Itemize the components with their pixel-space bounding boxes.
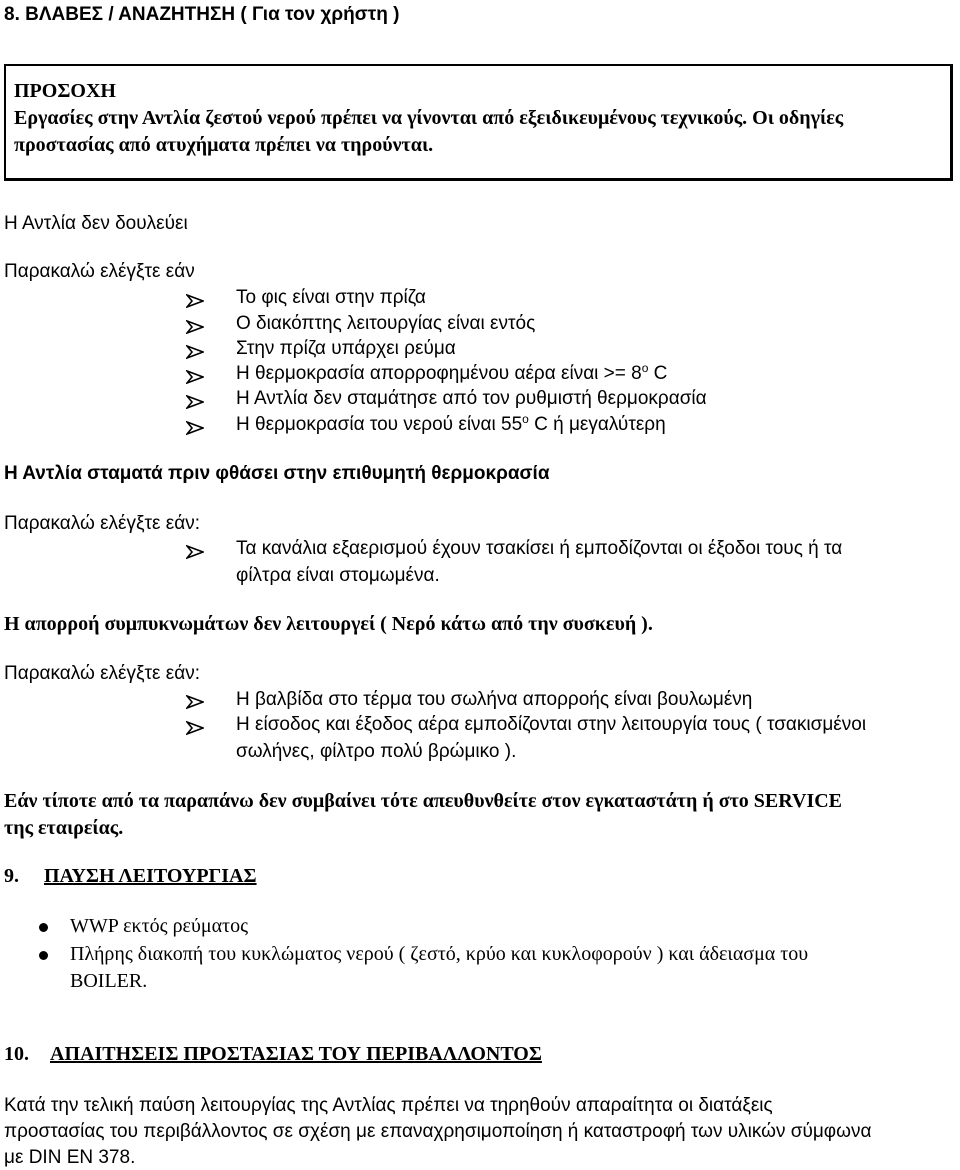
fault-1-item: Το φις είναι στην πρίζα bbox=[236, 287, 426, 308]
degree-superscript: ο bbox=[641, 361, 649, 375]
fault-1-item-unit: C ή μεγαλύτερη bbox=[528, 414, 666, 435]
section-9-number: 9. bbox=[4, 865, 19, 887]
fault-2-item-line-2: φίλτρα είναι στομωμένα. bbox=[236, 565, 440, 586]
fault-1-check-label: Παρακαλώ ελέγξτε εάν bbox=[4, 261, 195, 282]
section-9-bullet-1: WWP εκτός ρεύματος bbox=[70, 915, 249, 937]
section-9-bullet-2-line-2: BOILER. bbox=[70, 970, 148, 992]
fault-1-item: Ο διακόπτης λειτουργίας είναι εντός bbox=[236, 313, 536, 334]
arrow-bullet-icon bbox=[186, 395, 204, 409]
arrow-bullet-icon bbox=[186, 294, 204, 308]
fault-3-title: Η απορροή συμπυκνωμάτων δεν λειτουργεί ( Νερό κάτω από την συσκευή ). bbox=[4, 613, 653, 635]
arrow-bullet-icon bbox=[186, 695, 204, 709]
degree-superscript: ο bbox=[522, 412, 529, 426]
service-note-line-2: της εταιρείας. bbox=[4, 817, 124, 839]
fault-1-item-text: Η θερμοκρασία απορροφημένου αέρα είναι >= 8 bbox=[236, 363, 642, 384]
notice-title: ΠΡΟΣΟΧΗ bbox=[14, 80, 116, 102]
section-10-heading: ΑΠΑΙΤΗΣΕΙΣ ΠΡΟΣΤΑΣΙΑΣ ΤΟΥ ΠΕΡΙΒΑΛΛΟΝΤΟΣ bbox=[50, 1043, 542, 1065]
section-8-heading: 8. ΒΛΑΒΕΣ / ΑΝΑΖΗΤΗΣΗ ( Για τον χρήστη ) bbox=[4, 4, 400, 25]
notice-line-1: Εργασίες στην Αντλία ζεστού νερού πρέπει να γίνονται από εξειδικευμένους τεχνικούς. Οι οδηγίες bbox=[14, 107, 844, 129]
bullet-dot-icon bbox=[39, 923, 48, 932]
arrow-bullet-icon bbox=[186, 545, 204, 559]
section-10-paragraph-line-2: προστασίας του περιβάλλοντος σε σχέση με επαναχρησιμοποίηση ή καταστροφή των υλικών σύμφωνα bbox=[4, 1121, 872, 1142]
fault-1-item-temperature bbox=[236, 363, 667, 385]
section-9-bullet-2-line-1: Πλήρης διακοπή του κυκλώματος νερού ( ζεστό, κρύο και κυκλοφορούν ) και άδειασμα του bbox=[70, 943, 809, 965]
fault-1-title: Η Αντλία δεν δουλεύει bbox=[4, 213, 188, 234]
bullet-dot-icon bbox=[39, 951, 48, 960]
fault-2-check-label: Παρακαλώ ελέγξτε εάν: bbox=[4, 513, 201, 534]
fault-3-item-2-line-1: Η είσοδος και έξοδος αέρα εμποδίζονται στην λειτουργία τους ( τσακισμένοι bbox=[236, 714, 867, 735]
arrow-bullet-icon bbox=[186, 721, 204, 735]
fault-3-check-label: Παρακαλώ ελέγξτε εάν: bbox=[4, 663, 201, 684]
fault-1-item-text: Η θερμοκρασία του νερού είναι 55 bbox=[236, 414, 523, 435]
section-9-heading: ΠΑΥΣΗ ΛΕΙΤΟΥΡΓΙΑΣ bbox=[44, 865, 257, 887]
fault-1-item: Στην πρίζα υπάρχει ρεύμα bbox=[236, 338, 456, 359]
fault-3-item-1: Η βαλβίδα στο τέρμα του σωλήνα απορροής είναι βουλωμένη bbox=[236, 689, 753, 710]
section-10-number: 10. bbox=[4, 1043, 29, 1065]
service-note-line-1: Εάν τίποτε από τα παραπάνω δεν συμβαίνει τότε απευθυνθείτε στον εγκαταστάτη ή στο SERVICE bbox=[4, 790, 843, 812]
arrow-bullet-icon bbox=[186, 421, 204, 435]
fault-2-item-line-1: Τα κανάλια εξαερισμού έχουν τσακίσει ή εμποδίζονται οι έξοδοι τους ή τα bbox=[236, 538, 843, 559]
notice-line-2: προστασίας από ατυχήματα πρέπει να τηρούνται. bbox=[14, 134, 434, 156]
arrow-bullet-icon bbox=[186, 320, 204, 334]
section-10-paragraph-line-3: με DIN EN 378. bbox=[4, 1147, 136, 1168]
fault-1-item-water-temperature bbox=[236, 414, 666, 436]
fault-1-item-unit: C bbox=[648, 363, 668, 384]
arrow-bullet-icon bbox=[186, 370, 204, 384]
fault-3-item-2-line-2: σωλήνες, φίλτρο πολύ βρώμικο ). bbox=[236, 741, 517, 762]
fault-1-item: Η Αντλία δεν σταμάτησε από τον ρυθμιστή θερμοκρασία bbox=[236, 388, 707, 409]
section-10-paragraph-line-1: Κατά την τελική παύση λειτουργίας της Αντλίας πρέπει να τηρηθούν απαραίτητα οι διατάξεις bbox=[4, 1095, 773, 1116]
fault-2-title: Η Αντλία σταματά πριν φθάσει στην επιθυμητή θερμοκρασία bbox=[4, 463, 550, 484]
arrow-bullet-icon bbox=[186, 345, 204, 359]
